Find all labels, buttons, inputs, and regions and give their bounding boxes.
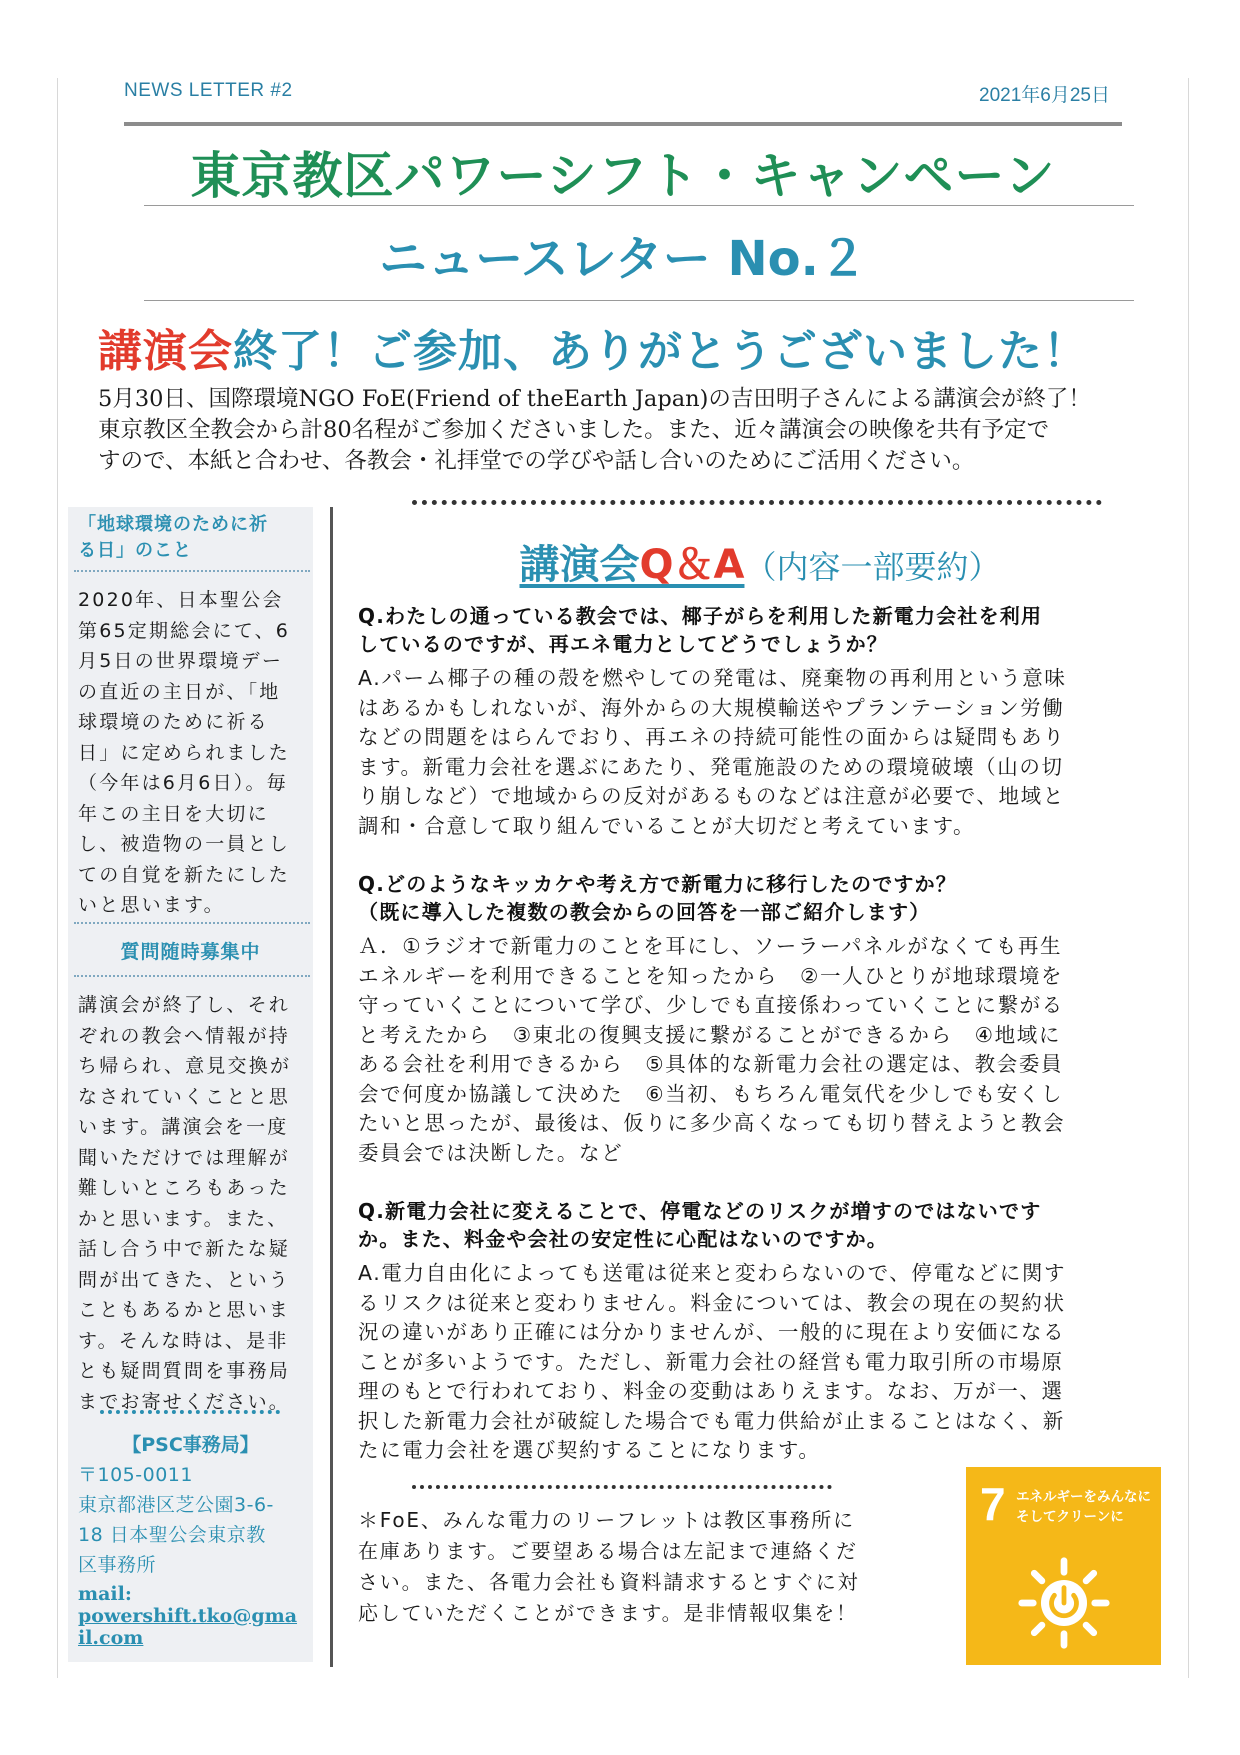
sidebar-line: 問が出てきた、という xyxy=(78,1268,291,1291)
sidebar-line: 月5日の世界環境デー xyxy=(78,650,284,672)
answer-line: 況の違いがあり正確には分かりませんが、一般的に現在より安価になる xyxy=(358,1320,1066,1344)
qa-title-note: （内容一部要約） xyxy=(744,548,1001,586)
sidebar-text-prayer-day xyxy=(78,585,310,921)
question-line: Q.どのようなキッカケや考え方で新電力に移行したのですか？ xyxy=(358,872,957,896)
answer-line: たいと思ったが、最後は、仮りに多少高くなっても切り替えようと教会 xyxy=(358,1111,1066,1135)
note-line: 応していただくことができます。是非情報収集を！ xyxy=(358,1601,858,1625)
answer-line: と考えたから ③東北の復興支援に繋がることができるから ④地域に xyxy=(358,1022,1061,1047)
header-rule xyxy=(124,122,1122,126)
sidebar-line: ぞれの教会へ情報が持 xyxy=(78,1024,291,1047)
sidebar-line: 球環境のために祈る xyxy=(78,711,269,733)
sdg-number: 7 xyxy=(980,1478,1006,1530)
answer-line: るリスクは従来と変わりません。料金については、教会の現在の契約状 xyxy=(358,1290,1066,1315)
mail-label: mail: xyxy=(78,1583,132,1605)
answer-line: などの問題をはらんでおり、再エネの持続可能性の面からは疑問もあり xyxy=(358,725,1066,749)
office-address xyxy=(78,1460,310,1580)
qa-title xyxy=(350,533,1170,590)
question-line: か。また、料金や会社の安定性に心配はないのですか。 xyxy=(358,1227,888,1251)
sidebar-dots xyxy=(74,975,310,977)
answer-line: 守っていくことについて学び、少しでも直接係わっていくことに繋がる xyxy=(358,993,1064,1017)
sidebar-line: 日」に定められました xyxy=(78,741,291,764)
answer-line: A.電力自由化によっても送電は従来と変わらないので、停電などに関す xyxy=(358,1261,1067,1285)
sidebar-line: ての自覚を新たにした xyxy=(78,863,291,886)
intro-paragraph xyxy=(98,384,1158,477)
answer-line: 択した新電力会社が破綻した場合でも電力供給が止まることはなく、新 xyxy=(358,1408,1065,1433)
sidebar-line: 聞いただけでは理解が xyxy=(78,1146,291,1169)
sidebar-dots xyxy=(74,570,310,572)
sidebar-title-line: 「地球環境のために祈 xyxy=(78,514,268,535)
question-line: Q.新電力会社に変えることで、停電などのリスクが増すのではないです xyxy=(358,1199,1042,1223)
page-edge-right xyxy=(1188,78,1189,1678)
headline-red: 講演会 xyxy=(98,326,233,377)
mail-link[interactable]: powershift.tko@gma xyxy=(78,1605,298,1627)
sidebar-line: す。そんな時は、是非 xyxy=(78,1329,289,1352)
answer xyxy=(358,664,1158,841)
note-line: ＊FoE、みんな電力のリーフレットは教区事務所に xyxy=(358,1508,855,1532)
answer-line: ことが多いようです。ただし、新電力会社の経営も電力取引所の市場原 xyxy=(358,1349,1064,1374)
mail-link[interactable]: il.com xyxy=(78,1627,144,1649)
qa-item-3 xyxy=(358,1197,1158,1466)
address-line: 18 日本聖公会東京教 xyxy=(78,1524,266,1546)
answer-line: たに電力会社を選び契約することになります。 xyxy=(358,1438,821,1462)
qa-title-qa: Q＆A xyxy=(639,542,745,588)
sidebar-line: かと思います。また、 xyxy=(78,1207,289,1230)
answer-line: 会で何度か協議して決めた ⑥当初、もちろん電気代を少しでも安くし xyxy=(358,1081,1064,1106)
office-title: 【PSC事務局】 xyxy=(122,1434,259,1456)
sidebar-line: いと思います。 xyxy=(78,894,225,916)
headline-teal: 終了！ご参加、ありがとうございました！ xyxy=(233,326,1088,377)
intro-line: 5月30日、国際環境NGO FoE(Friend of theEarth Japan)の吉田明子さんによる講演会が終了！ xyxy=(98,386,1091,412)
answer xyxy=(358,932,1158,1168)
sidebar-dots xyxy=(74,922,310,924)
answer-line: ます。新電力会社を選ぶにあたり、発電施設のための環境破壊（山の切 xyxy=(358,754,1064,779)
sidebar-line: 年この主日を大切に xyxy=(78,802,269,825)
qa-item-2 xyxy=(358,870,1158,1168)
dotted-divider-top xyxy=(412,500,1102,505)
title-rule-1 xyxy=(144,205,1134,206)
note-line: 在庫あります。ご要望ある場合は左記まで連絡くだ xyxy=(358,1539,858,1563)
address-line: 東京都港区芝公園3-6- xyxy=(78,1494,274,1516)
answer-line: はあるかもしれないが、海外からの大規模輸送やプランテーション労働 xyxy=(358,695,1065,720)
note-line: さい。また、各電力会社も資料請求するとすぐに対 xyxy=(358,1570,860,1594)
page-subtitle: ニュースレター No.２ xyxy=(379,231,867,287)
address-line: 区事務所 xyxy=(78,1554,157,1576)
sidebar-line: 第65定期総会にて、6 xyxy=(78,619,291,642)
column-divider xyxy=(330,507,333,1667)
answer-line: Ａ．①ラジオで新電力のことを耳にし、ソーラーパネルがなくても再生 xyxy=(358,934,1063,958)
sidebar-line: までお寄せください。 xyxy=(78,1390,291,1413)
sdg-goal-7-badge xyxy=(966,1467,1161,1665)
question-line: （既に導入した複数の教会からの回答を一部ご紹介します） xyxy=(358,900,931,924)
sidebar-line: なされていくことと思 xyxy=(78,1085,291,1108)
sidebar-line: （今年は6月6日）。毎 xyxy=(78,772,288,794)
sidebar-subheading: 質問随時募集中 xyxy=(120,941,261,963)
answer xyxy=(358,1259,1158,1466)
leaflet-note xyxy=(358,1505,938,1629)
page-title: 東京教区パワーシフト・キャンペーン xyxy=(190,147,1056,205)
question xyxy=(358,1197,1158,1253)
issue-date: 2021年6月25日 xyxy=(979,85,1110,106)
qa-title-lecture: 講演会 xyxy=(519,542,640,588)
sidebar-title xyxy=(78,512,308,564)
newsletter-label: NEWS LETTER #2 xyxy=(124,80,293,101)
sidebar-line: の直近の主日が、「地 xyxy=(78,680,281,703)
answer-line: エネルギーを利用できることを知ったから ②一人ひとりが地球環境を xyxy=(358,963,1064,988)
sdg-label-line: そしてクリーンに xyxy=(1016,1509,1124,1525)
page-edge-left xyxy=(57,78,58,1678)
answer-line: 調和・合意して取り組んでいることが大切だと考えています。 xyxy=(358,813,976,838)
sidebar-line: 2020年、日本聖公会 xyxy=(78,589,284,611)
sidebar-line: ち帰られ、意見交換が xyxy=(78,1055,292,1077)
sidebar-line: し、被造物の一員とし xyxy=(78,833,291,855)
sidebar-line: 講演会が終了し、それ xyxy=(78,994,291,1016)
answer-line: 理のもとで行われており、料金の変動はありえます。なお、万が一、選 xyxy=(358,1379,1064,1403)
qa-item-1 xyxy=(358,602,1158,841)
answer-line: ある会社を利用できるから ⑤具体的な新電力会社の選定は、教会委員 xyxy=(358,1052,1064,1076)
question xyxy=(358,602,1158,658)
sidebar-line: います。講演会を一度 xyxy=(78,1116,289,1138)
sidebar-line: 話し合う中で新たな疑 xyxy=(78,1238,291,1260)
question-line: しているのですが、再エネ電力としてどうでしょうか？ xyxy=(358,632,888,656)
sidebar-text-questions xyxy=(78,990,310,1417)
dotted-divider-mid xyxy=(412,1485,832,1489)
answer-line: り崩しなど）で地域からの反対があるものなどは注意が必要で、地域と xyxy=(358,784,1065,808)
sidebar-dots-blue xyxy=(100,1410,280,1414)
question xyxy=(358,870,1158,926)
sidebar-line: とも疑問質問を事務局 xyxy=(78,1360,291,1382)
sun-power-icon xyxy=(1016,1555,1112,1651)
question-line: Q.わたしの通っている教会では、椰子がらを利用した新電力会社を利用 xyxy=(358,604,1043,628)
sidebar-title-line: る日」のこと xyxy=(78,540,192,561)
answer-line: A.パーム椰子の種の殻を燃やしての発電は、廃棄物の再利用という意味 xyxy=(358,666,1067,690)
address-line: 〒105-0011 xyxy=(78,1464,193,1486)
sdg-label xyxy=(1016,1487,1156,1527)
intro-line: 東京教区全教会から計80名程がご参加くださいました。また、近々講演会の映像を共有予定で xyxy=(98,417,1050,443)
intro-line: すので、本紙と合わせ、各教会・礼拝堂での学びや話し合いのためにご活用ください。 xyxy=(98,448,975,474)
sidebar-line: こともあるかと思いま xyxy=(78,1299,291,1321)
answer-line: 委員会では決断した。など xyxy=(358,1140,624,1165)
sidebar-line: 難しいところもあった xyxy=(78,1177,290,1199)
title-rule-2 xyxy=(144,300,1134,301)
office-mail xyxy=(78,1583,310,1649)
sdg-label-line: エネルギーをみんなに xyxy=(1016,1489,1151,1505)
headline xyxy=(98,315,1158,379)
